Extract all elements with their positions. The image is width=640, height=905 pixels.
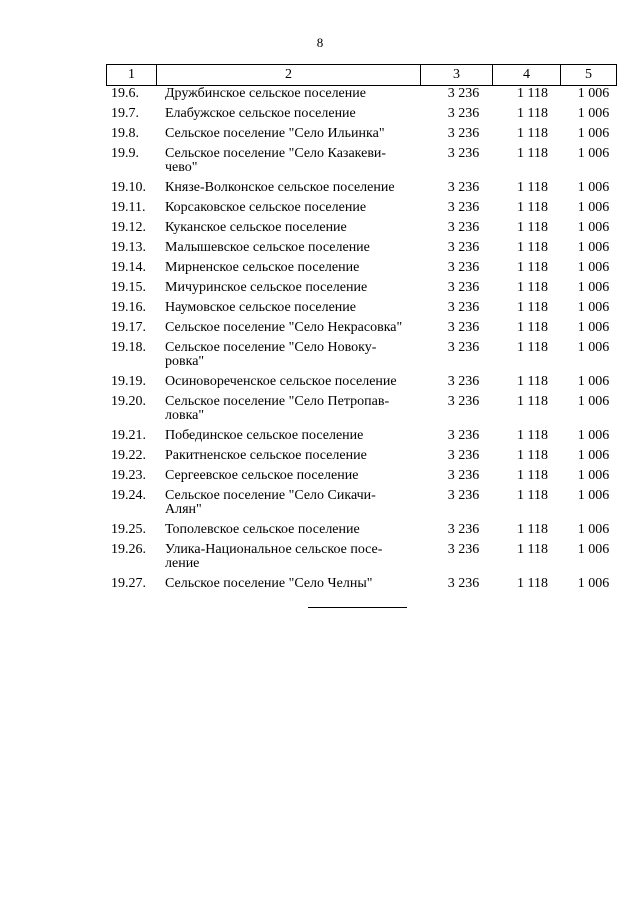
settlement-name: Ракитненское сельское поселение — [165, 448, 367, 463]
value-column-3: 3 236 — [447, 220, 480, 235]
column-header-4: 4 — [493, 65, 561, 86]
value-column-5: 1 006 — [577, 180, 610, 195]
row-number: 19.7. — [111, 106, 139, 121]
value-column-4: 1 118 — [517, 448, 548, 463]
value-column-3: 3 236 — [447, 280, 480, 295]
table-row — [106, 147, 621, 181]
value-column-5: 1 006 — [577, 106, 610, 121]
settlement-name: Осиновореченское сельское поселение — [165, 374, 397, 389]
value-column-3: 3 236 — [447, 260, 480, 275]
value-column-3: 3 236 — [447, 394, 480, 409]
table-row — [106, 469, 621, 489]
value-column-4: 1 118 — [517, 260, 548, 275]
table-row — [106, 181, 621, 201]
value-column-5: 1 006 — [577, 542, 610, 557]
table-row — [106, 221, 621, 241]
value-column-5: 1 006 — [577, 428, 610, 443]
value-column-5: 1 006 — [577, 488, 610, 503]
value-column-3: 3 236 — [447, 428, 480, 443]
settlement-name: Князе-Волконское сельское поселение — [165, 180, 395, 195]
value-column-3: 3 236 — [447, 320, 480, 335]
table-row — [106, 321, 621, 341]
table-row — [106, 281, 621, 301]
settlement-name: Сельское поселение "Село Ильинка" — [165, 126, 385, 141]
column-header-row — [107, 65, 617, 86]
table-row — [106, 449, 621, 469]
table-row — [106, 201, 621, 221]
value-column-4: 1 118 — [517, 394, 548, 409]
value-column-5: 1 006 — [577, 86, 610, 101]
end-divider — [308, 607, 407, 608]
value-column-5: 1 006 — [577, 240, 610, 255]
row-number: 19.12. — [111, 220, 146, 235]
settlement-name: Сельское поселение "Село Челны" — [165, 576, 373, 591]
value-column-4: 1 118 — [517, 300, 548, 315]
value-column-3: 3 236 — [447, 146, 480, 161]
value-column-5: 1 006 — [577, 200, 610, 215]
value-column-5: 1 006 — [577, 280, 610, 295]
value-column-5: 1 006 — [577, 220, 610, 235]
value-column-3: 3 236 — [447, 576, 480, 591]
table-row — [106, 341, 621, 375]
value-column-4: 1 118 — [517, 340, 548, 355]
value-column-5: 1 006 — [577, 374, 610, 389]
value-column-3: 3 236 — [447, 126, 480, 141]
value-column-4: 1 118 — [517, 220, 548, 235]
value-column-4: 1 118 — [517, 542, 548, 557]
row-number: 19.22. — [111, 448, 146, 463]
value-column-4: 1 118 — [517, 576, 548, 591]
value-column-4: 1 118 — [517, 240, 548, 255]
table-row — [106, 543, 621, 577]
value-column-4: 1 118 — [517, 180, 548, 195]
row-number: 19.10. — [111, 180, 146, 195]
settlement-name: Куканское сельское поселение — [165, 220, 347, 235]
value-column-5: 1 006 — [577, 522, 610, 537]
table-row — [106, 107, 621, 127]
row-number: 19.16. — [111, 300, 146, 315]
row-number: 19.25. — [111, 522, 146, 537]
value-column-5: 1 006 — [577, 394, 610, 409]
settlement-name: Дружбинское сельское поселение — [165, 86, 366, 101]
settlement-name: Наумовское сельское поселение — [165, 300, 357, 315]
value-column-3: 3 236 — [447, 488, 480, 503]
value-column-5: 1 006 — [577, 468, 610, 483]
value-column-4: 1 118 — [517, 280, 548, 295]
table-row — [106, 489, 621, 523]
table-row — [106, 301, 621, 321]
settlement-name: Малышевское сельское поселение — [165, 240, 370, 255]
value-column-4: 1 118 — [517, 374, 548, 389]
value-column-4: 1 118 — [517, 488, 548, 503]
value-column-3: 3 236 — [447, 180, 480, 195]
value-column-4: 1 118 — [517, 428, 548, 443]
settlement-name: Улика-Национальное сельское посе- ление — [165, 542, 383, 571]
row-number: 19.14. — [111, 260, 146, 275]
value-column-4: 1 118 — [517, 106, 548, 121]
value-column-4: 1 118 — [517, 320, 548, 335]
row-number: 19.6. — [111, 86, 139, 101]
value-column-5: 1 006 — [577, 146, 610, 161]
value-column-5: 1 006 — [577, 340, 610, 355]
row-number: 19.11. — [111, 200, 146, 215]
table-row — [106, 241, 621, 261]
value-column-3: 3 236 — [447, 106, 480, 121]
table-row — [106, 523, 621, 543]
value-column-5: 1 006 — [577, 260, 610, 275]
row-number: 19.17. — [111, 320, 146, 335]
value-column-5: 1 006 — [577, 300, 610, 315]
value-column-3: 3 236 — [447, 300, 480, 315]
table-row — [106, 87, 621, 107]
value-column-3: 3 236 — [447, 522, 480, 537]
column-header-3: 3 — [421, 65, 493, 86]
value-column-5: 1 006 — [577, 448, 610, 463]
row-number: 19.8. — [111, 126, 139, 141]
value-column-3: 3 236 — [447, 374, 480, 389]
table-row — [106, 429, 621, 449]
settlement-name: Сельское поселение "Село Некрасовка" — [165, 320, 403, 335]
value-column-4: 1 118 — [517, 468, 548, 483]
settlement-name: Елабужское сельское поселение — [165, 106, 356, 121]
settlement-name: Сельское поселение "Село Сикачи- Алян" — [165, 488, 376, 517]
value-column-3: 3 236 — [447, 200, 480, 215]
table-row — [106, 395, 621, 429]
row-number: 19.26. — [111, 542, 146, 557]
settlement-name: Побединское сельское поселение — [165, 428, 364, 443]
value-column-3: 3 236 — [447, 468, 480, 483]
value-column-4: 1 118 — [517, 200, 548, 215]
value-column-4: 1 118 — [517, 522, 548, 537]
value-column-3: 3 236 — [447, 448, 480, 463]
table-row — [106, 577, 621, 597]
table-row — [106, 261, 621, 281]
settlement-name: Сельское поселение "Село Казакеви- чево" — [165, 146, 387, 175]
value-column-5: 1 006 — [577, 126, 610, 141]
value-column-3: 3 236 — [447, 240, 480, 255]
row-number: 19.9. — [111, 146, 139, 161]
column-header-5: 5 — [561, 65, 617, 86]
row-number: 19.21. — [111, 428, 146, 443]
row-number: 19.24. — [111, 488, 146, 503]
settlement-name: Сельское поселение "Село Петропав- ловка" — [165, 394, 390, 423]
settlement-name: Мичуринское сельское поселение — [165, 280, 368, 295]
value-column-4: 1 118 — [517, 146, 548, 161]
column-header-table — [106, 64, 617, 86]
column-header-1: 1 — [107, 65, 157, 86]
settlement-name: Тополевское сельское поселение — [165, 522, 360, 537]
settlement-name: Сельское поселение "Село Новоку- ровка" — [165, 340, 377, 369]
settlement-name: Корсаковское сельское поселение — [165, 200, 367, 215]
value-column-4: 1 118 — [517, 86, 548, 101]
settlements-table — [106, 87, 621, 597]
row-number: 19.18. — [111, 340, 146, 355]
value-column-3: 3 236 — [447, 340, 480, 355]
row-number: 19.19. — [111, 374, 146, 389]
row-number: 19.15. — [111, 280, 146, 295]
table-row — [106, 375, 621, 395]
column-header-2: 2 — [157, 65, 421, 86]
value-column-4: 1 118 — [517, 126, 548, 141]
value-column-5: 1 006 — [577, 576, 610, 591]
settlement-name: Сергеевское сельское поселение — [165, 468, 359, 483]
settlements-table-body — [106, 87, 621, 597]
page-number: 8 — [316, 35, 324, 50]
row-number: 19.23. — [111, 468, 146, 483]
row-number: 19.20. — [111, 394, 146, 409]
value-column-3: 3 236 — [447, 86, 480, 101]
value-column-3: 3 236 — [447, 542, 480, 557]
row-number: 19.13. — [111, 240, 146, 255]
row-number: 19.27. — [111, 576, 146, 591]
settlement-name: Мирненское сельское поселение — [165, 260, 360, 275]
value-column-5: 1 006 — [577, 320, 610, 335]
table-row — [106, 127, 621, 147]
